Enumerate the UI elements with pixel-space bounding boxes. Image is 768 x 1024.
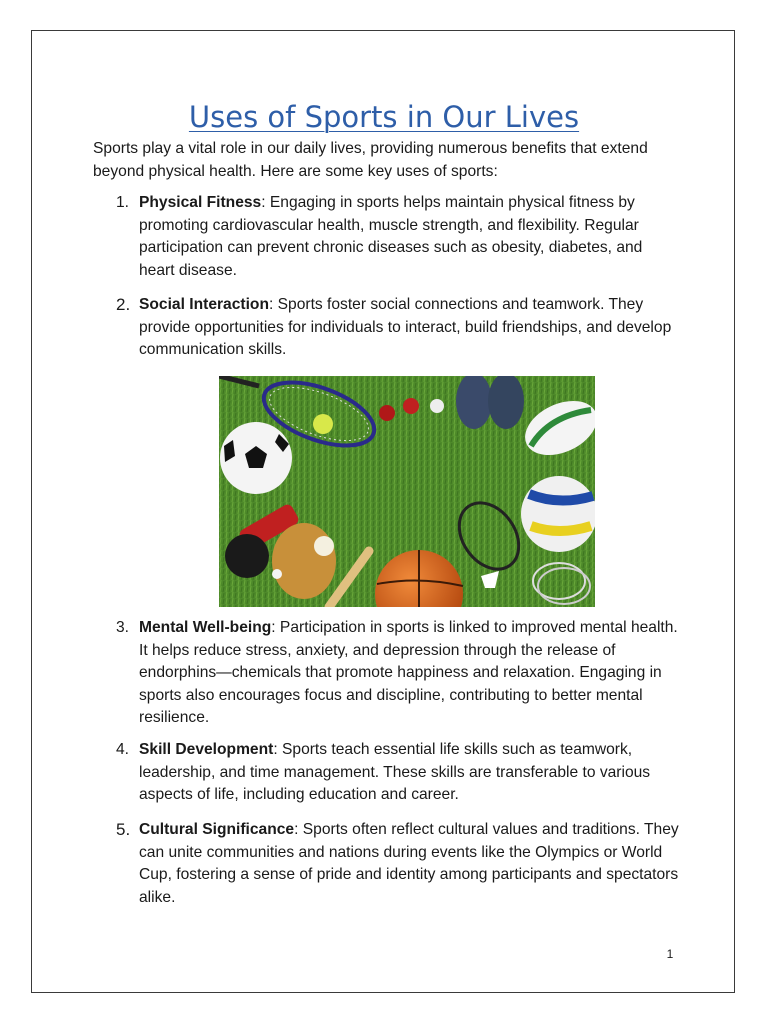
list-item-skill-development — [93, 739, 678, 807]
list-text: : Sports teach essential life skills such as teamwork, leadership, and time management. These skills are transferable to various aspects of life, including education and career. — [139, 741, 651, 804]
list-term: Physical Fitness — [139, 194, 262, 211]
list-term: Skill Development — [139, 741, 274, 758]
list-item-cultural-significance — [93, 819, 678, 909]
list-item-mental-well-being — [93, 617, 678, 730]
list-item-physical-fitness — [93, 192, 678, 282]
list-term: Social Interaction — [139, 296, 269, 313]
list-number: 3. — [116, 619, 130, 636]
page-number: 1 — [666, 947, 674, 961]
sports-equipment-image — [219, 376, 595, 607]
list-text: : Participation in sports is linked to improved mental health. It helps reduce stress, anxiety, and depression through the release of endorphins—chemicals that promote happiness and relaxation. Engaging in sports also encourages focus and discipline, contributing to better mental resilience. — [139, 619, 678, 727]
list-item-social-interaction — [93, 294, 678, 362]
list-number: 5. — [116, 820, 131, 839]
list-text: : Engaging in sports helps maintain physical fitness by promoting cardiovascular health, muscle strength, and flexibility. Regular participation can prevent chronic diseases such as obesity, diabetes, and heart disease. — [139, 194, 643, 279]
intro-paragraph: Sports play a vital role in our daily lives, providing numerous benefits that extend beyond physical health. Here are some key uses of sports: — [93, 140, 648, 180]
list-term: Cultural Significance — [139, 821, 295, 838]
list-number: 1. — [116, 194, 130, 211]
list-number: 2. — [116, 295, 131, 314]
document-title: Uses of Sports in Our Lives — [188, 100, 580, 134]
list-number: 4. — [116, 741, 130, 758]
list-text: : Sports often reflect cultural values and traditions. They can unite communities and nations during events like the Olympics or World Cup, fostering a sense of pride and identity among participants and spectators alike. — [139, 821, 679, 906]
list-text: : Sports foster social connections and teamwork. They provide opportunities for individuals to interact, build friendships, and develop communication skills. — [139, 296, 672, 359]
list-term: Mental Well-being — [139, 619, 272, 636]
